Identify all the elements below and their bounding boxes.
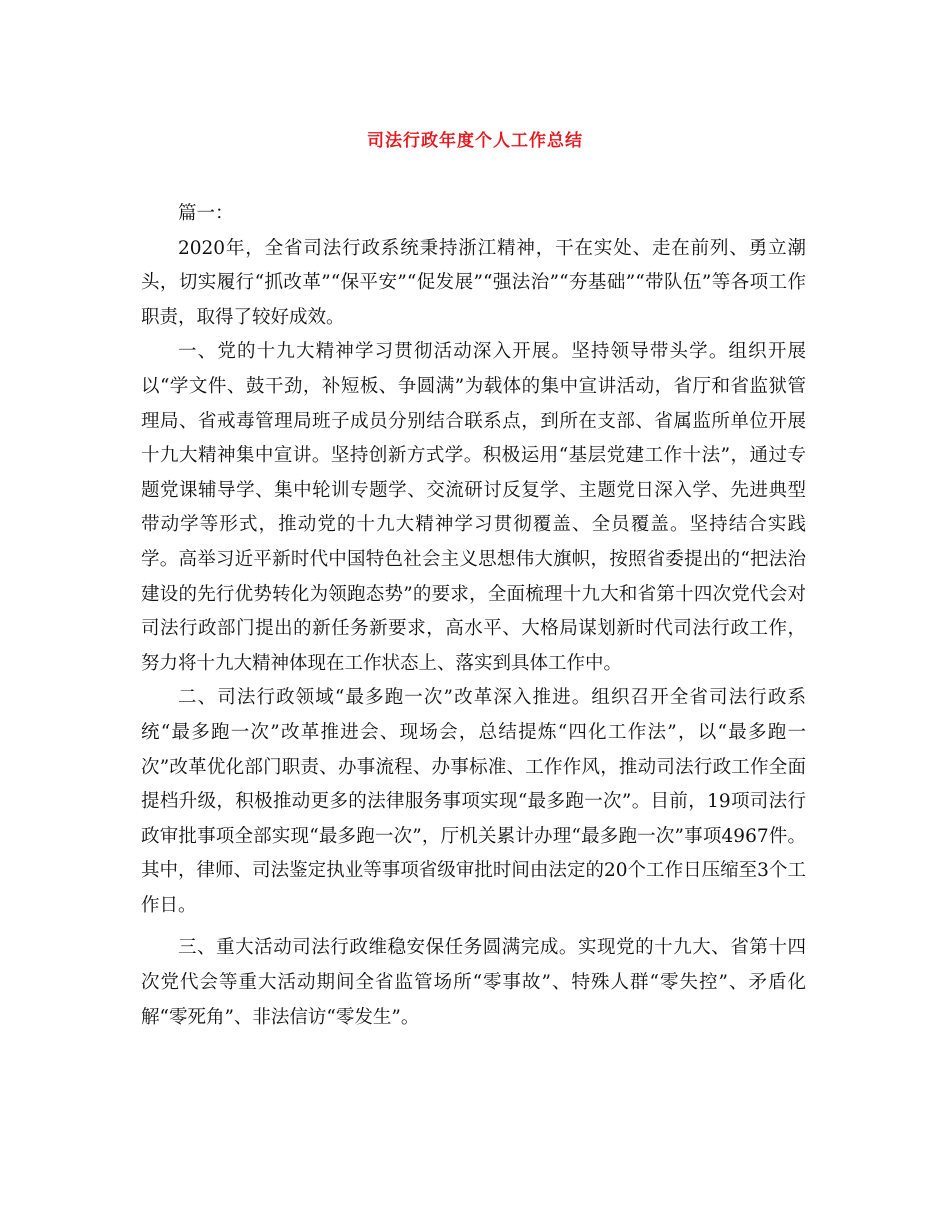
paragraph-section-three: 三、重大活动司法行政维稳安保任务圆满完成。实现党的十九大、省第十四次党代会等重大活动期间全省监管场所“零事故”、特殊人群“零失控”、矛盾化解“零死角”、非法信访“零发生”。 xyxy=(141,937,806,1028)
section-label: 篇一： xyxy=(178,203,234,224)
document-body xyxy=(141,197,806,1035)
paragraph-section-one: 一、党的十九大精神学习贯彻活动深入开展。坚持领导带头学。组织开展以“学文件、鼓干劲，补短板、争圆满”为载体的集中宣讲活动，省厅和省监狱管理局、省戒毒管理局班子成员分别结合联系点，到所在支部、省属监所单位开展十九大精神集中宣讲。坚持创新方式学。积极运用“基层党建工作十法”，通过专题党课辅导学、集中轮训专题学、交流研讨反复学、主题党日深入学、先进典型带动学等形式，推动党的十九大精神学习贯彻覆盖、全员覆盖。坚持结合实践学。高举习近平新时代中国特色社会主义思想伟大旗帜，按照省委提出的“把法治建设的先行优势转化为领跑态势”的要求，全面梳理十九大和省第十四次党代会对司法行政部门提出的新任务新要求，高水平、大格局谋划新时代司法行政工作，努力将十九大精神体现在工作状态上、落实到具体工作中。 xyxy=(141,341,806,674)
intro-paragraph: 2020年，全省司法行政系统秉持浙江精神，干在实处、走在前列、勇立潮头，切实履行“抓改革”“保平安”“促发展”“强法治”“夯基础”“带队伍”等各项工作职责，取得了较好成效。 xyxy=(141,237,806,328)
document-title: 司法行政年度个人工作总结 xyxy=(367,131,583,151)
paragraph-section-two: 二、司法行政领域“最多跑一次”改革深入推进。组织召开全省司法行政系统“最多跑一次”改革推进会、现场会，总结提炼“四化工作法”，以“最多跑一次”改革优化部门职责、办事流程、办事标准、工作作风，推动司法行政工作全面提档升级，积极推动更多的法律服务事项实现“最多跑一次”。目前，19项司法行政审批事项全部实现“最多跑一次”，厅机关累计办理“最多跑一次”事项4967件。其中，律师、司法鉴定执业等事项省级审批时间由法定的20个工作日压缩至3个工作日。 xyxy=(141,687,806,916)
